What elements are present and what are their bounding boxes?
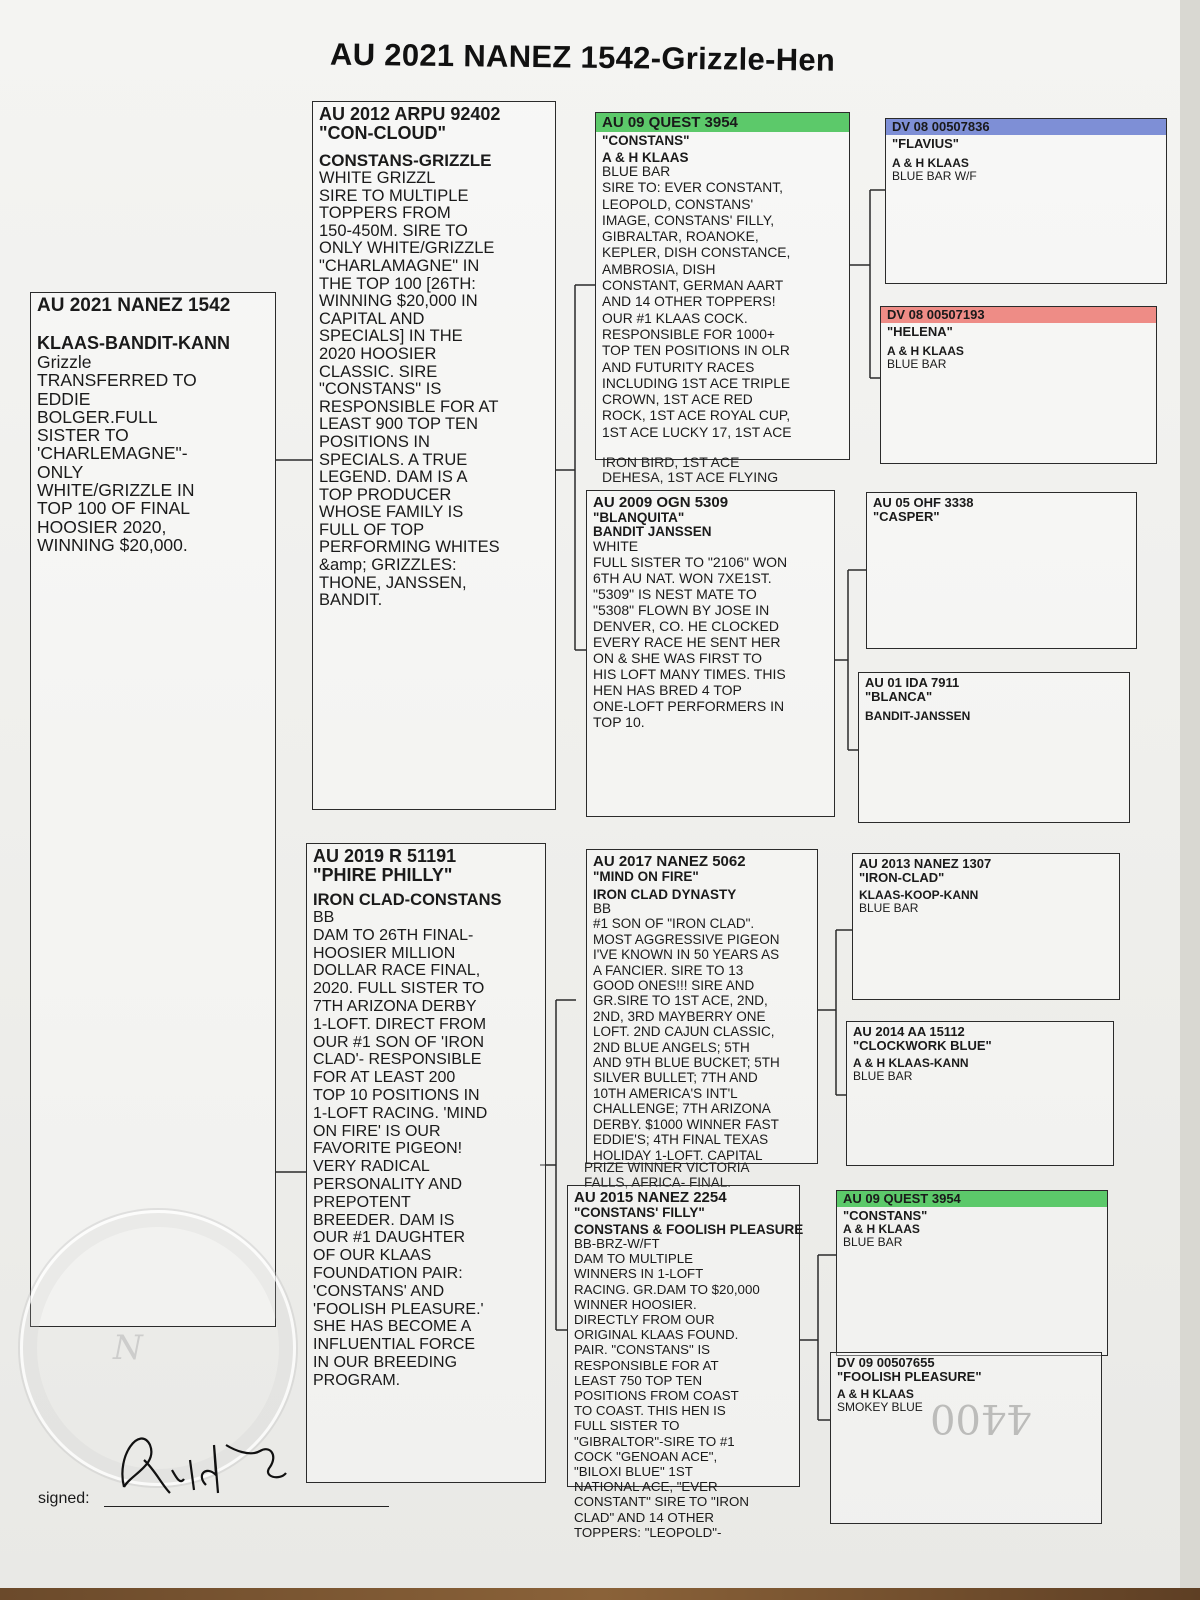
ggp-band-header: DV 08 00507193 [881, 307, 1156, 323]
signed-label: signed: [38, 1490, 90, 1507]
note-line: RESPONSIBLE FOR AT [319, 397, 499, 416]
note-line: WHITE GRIZZL [319, 169, 436, 187]
dam-sire-notes [593, 901, 811, 1163]
ggp-color: BLUE BAR [853, 1069, 913, 1083]
note-line: ORIGINAL KLAAS FOUND. [574, 1327, 739, 1343]
note-line: WHOSE FAMILY IS [319, 503, 464, 522]
sire-dam-nickname: "BLANQUITA" [593, 510, 685, 525]
note-line: "5308" FLOWN BY JOSE IN [593, 602, 770, 618]
sire-sire-overflow-text: IRON BIRD, 1ST ACE DEHESA, 1ST ACE FLYING [602, 454, 779, 485]
note-line: LEGEND. DAM IS A [319, 468, 468, 487]
sire-sire-notes [602, 164, 843, 441]
note-line: PERSONALITY AND [313, 1175, 463, 1193]
ggp-name: A & H KLAAS [843, 1222, 920, 1236]
seal-lettering: N [113, 1328, 186, 1368]
note-line: ONE-LOFT PERFORMERS IN [593, 698, 785, 714]
note-line: 150-450M. SIRE TO [319, 221, 468, 240]
note-line: POSITIONS FROM COAST [574, 1388, 739, 1404]
note-line: FULL OF TOP [319, 520, 425, 539]
sire-dam-box [586, 490, 835, 817]
ggp-nickname: "BLANCA" [865, 689, 933, 704]
note-line: 2ND, 3RD MAYBERRY ONE [593, 1008, 766, 1024]
dam-notes [313, 909, 539, 1390]
subject-box [30, 292, 276, 1327]
note-line: DERBY. $1000 WINNER FAST [593, 1116, 779, 1132]
dam-dam-band-header: AU 2015 NANEZ 2254 [574, 1189, 727, 1206]
note-line: KEPLER, DISH CONSTANCE, [602, 245, 791, 261]
ggp-name: BANDIT-JANSSEN [865, 709, 971, 723]
note-line: PERFORMING WHITES [319, 538, 500, 557]
note-line: CROWN, 1ST ACE RED [602, 392, 753, 408]
note-line: LEAST 900 TOP TEN [319, 415, 478, 434]
sire-sire-nickname: "CONSTANS" [602, 133, 690, 148]
ggp-nickname: "FOOLISH PLEASURE" [837, 1369, 982, 1384]
ggp-name: KLAAS-KOOP-KANN [859, 888, 979, 902]
note-line: BB-BRZ-W/FT [574, 1236, 660, 1251]
note-line: WINNING $20,000 IN [319, 292, 478, 311]
ggp-color: BLUE BAR W/F [892, 169, 977, 183]
sire-dam-band-header: AU 2009 OGN 5309 [593, 494, 729, 511]
ggp-box-6 [846, 1021, 1114, 1166]
note-line: I'VE KNOWN IN 50 YEARS AS [593, 947, 780, 963]
dam-dam-notes [574, 1236, 793, 1540]
note-line: FAVORITE PIGEON! [313, 1140, 463, 1158]
dam-nickname: "PHIRE PHILLY" [313, 865, 453, 885]
ggp-band-header: AU 05 OHF 3338 [873, 495, 974, 510]
note-line: "CHARLAMAGNE" IN [319, 256, 480, 275]
ggp-name: A & H KLAAS [892, 156, 969, 170]
note-line: 2020. FULL SISTER TO [313, 980, 485, 998]
subject-color: Grizzle [37, 352, 92, 372]
ggp-nickname: "IRON-CLAD" [859, 870, 945, 885]
ggp-band-header: AU 09 QUEST 3954 [837, 1191, 1107, 1207]
ggp-name: A & H KLAAS-KANN [853, 1056, 969, 1070]
note-line: WINNERS IN 1-LOFT [574, 1266, 704, 1282]
sire-notes [319, 170, 549, 610]
sire-band-header: AU 2012 ARPU 92402 [319, 104, 501, 124]
note-line: RESPONSIBLE FOR AT [574, 1357, 719, 1373]
note-line: #1 SON OF "IRON CLAD". [593, 916, 755, 932]
subject-notes [37, 371, 269, 554]
note-line: 1ST ACE LUCKY 17, 1ST ACE [602, 424, 792, 440]
ggp-box-3 [866, 492, 1137, 649]
note-line: CHALLENGE; 7TH ARIZONA [593, 1101, 771, 1117]
note-line: OUR #1 SON OF 'IRON [313, 1033, 485, 1051]
note-line: DOLLAR RACE FINAL, [313, 962, 481, 980]
handwritten-signature [110, 1415, 310, 1515]
sire-dam-notes [593, 538, 828, 730]
dam-dam-box [567, 1185, 804, 1540]
note-line: 'CONSTANS' AND [313, 1282, 445, 1300]
note-line: TOP TEN POSITIONS IN OLR [602, 343, 790, 359]
note-line: INFLUENTIAL FORCE [313, 1336, 476, 1354]
note-line: TOPPERS FROM [319, 204, 451, 223]
dam-sire-box [586, 849, 818, 1164]
ggp-color: BLUE BAR [843, 1235, 903, 1249]
page-title: AU 2021 NANEZ 1542-Grizzle-Hen [329, 36, 836, 78]
note-line: "5309" IS NEST MATE TO [593, 586, 757, 602]
note-line: GR.SIRE TO 1ST ACE, 2ND, [593, 993, 768, 1009]
note-line: ON & SHE WAS FIRST TO [593, 650, 763, 666]
note-line: CLASSIC. SIRE [319, 362, 438, 381]
note-line: BB [313, 909, 335, 926]
note-line: WINNER HOOSIER. [574, 1296, 697, 1312]
ggp-box-7 [836, 1190, 1108, 1356]
note-line: "CONSTANS" IS [319, 380, 442, 399]
ggp-nickname: "FLAVIUS" [892, 136, 959, 151]
note-line: BANDIT. [319, 591, 383, 610]
note-line: OF OUR KLAAS [313, 1247, 432, 1265]
note-line: RESPONSIBLE FOR 1000+ [602, 326, 775, 342]
dam-sire-nickname: "MIND ON FIRE" [593, 869, 699, 884]
note-line: MOST AGGRESSIVE PIGEON [593, 931, 780, 947]
note-line: TOP 10. [593, 714, 645, 730]
note-line: CONSTANT" SIRE TO "IRON [574, 1494, 749, 1510]
dam-dam-name: CONSTANS & FOOLISH PLEASURE [574, 1222, 804, 1237]
note-line: NATIONAL ACE, "EVER [574, 1479, 718, 1495]
note-line: A FANCIER. SIRE TO 13 [593, 962, 744, 978]
note-line: 'FOOLISH PLEASURE.' [313, 1300, 484, 1318]
sire-name: CONSTANS-GRIZZLE [319, 151, 492, 170]
ggp-box-2 [880, 306, 1157, 464]
dam-sire-name: IRON CLAD DYNASTY [593, 887, 737, 902]
note-line: LEOPOLD, CONSTANS' [602, 196, 754, 212]
note-line: SILVER BULLET; 7TH AND [593, 1070, 758, 1086]
note-line: FOR AT LEAST 200 [313, 1069, 456, 1087]
note-line: FULL SISTER TO "2106" WON [593, 554, 788, 570]
note-line: 6TH AU NAT. WON 7XE1ST. [593, 570, 772, 586]
note-line: TOP 100 OF FINAL [37, 498, 191, 519]
sire-sire-band-header: AU 09 QUEST 3954 [596, 113, 849, 132]
note-line: 1-LOFT. DIRECT FROM [313, 1015, 487, 1033]
note-line: TOP 10 POSITIONS IN [313, 1086, 480, 1104]
ggp-band-header: AU 01 IDA 7911 [865, 675, 960, 690]
note-line: AMBROSIA, DISH [602, 261, 716, 277]
note-line: AND FUTURITY RACES [602, 359, 755, 375]
note-line: DAM TO MULTIPLE [574, 1251, 693, 1267]
note-line: &amp; GRIZZLES: [319, 556, 457, 575]
dam-dam-nickname: "CONSTANS' FILLY" [574, 1205, 705, 1220]
note-line: EDDIE [37, 388, 91, 409]
ggp-color: BLUE BAR [887, 357, 947, 371]
note-line: PREPOTENT [313, 1193, 411, 1211]
note-line: CLAD" AND 14 OTHER [574, 1509, 714, 1525]
note-line: DAM TO 26TH FINAL- [313, 926, 474, 944]
ggp-box-4 [858, 672, 1130, 823]
ggp-band-header: DV 08 00507836 [886, 119, 1166, 135]
sire-dam-name: BANDIT JANSSEN [593, 524, 712, 539]
dam-name: IRON CLAD-CONSTANS [313, 891, 502, 909]
note-line: AND 14 OTHER TOPPERS! [602, 294, 776, 310]
note-line: WHITE [593, 538, 639, 554]
sire-sire-name: A & H KLAAS [602, 150, 689, 165]
note-line: HOOSIER MILLION [313, 944, 456, 962]
note-line: TO COAST. THIS HEN IS [574, 1403, 726, 1419]
note-line: DENVER, CO. HE CLOCKED [593, 618, 779, 634]
note-line: "BILOXI BLUE" 1ST [574, 1464, 693, 1480]
sire-sire-box [595, 112, 850, 460]
ggp-name: A & H KLAAS [887, 344, 964, 358]
ggp-nickname: "HELENA" [887, 324, 953, 339]
note-line: DIRECTLY FROM OUR [574, 1312, 715, 1328]
note-line: FOUNDATION PAIR: [313, 1264, 463, 1282]
note-line: TOP PRODUCER [319, 485, 452, 504]
note-line: GOOD ONES!!! SIRE AND [593, 978, 755, 994]
note-line: SIRE TO MULTIPLE [319, 186, 469, 205]
note-line: LOFT. 2ND CAJUN CLASSIC, [593, 1024, 775, 1040]
note-line: EDDIE'S; 4TH FINAL TEXAS [593, 1132, 769, 1148]
note-line: SIRE TO: EVER CONSTANT, [602, 180, 783, 196]
note-line: BOLGER.FULL [37, 406, 158, 427]
note-line: "GIBRALTOR"-SIRE TO #1 [574, 1433, 735, 1449]
note-line: HOLIDAY 1-LOFT. CAPITAL [593, 1147, 763, 1163]
pencil-scribble: 4400 [930, 1395, 1032, 1441]
note-line: SPECIALS. A TRUE [319, 450, 468, 469]
note-line: HEN HAS BRED 4 TOP [593, 682, 742, 698]
note-line: SHE HAS BECOME A [313, 1318, 472, 1336]
ggp-color: BLUE BAR [859, 901, 919, 915]
ggp-band-header: AU 2014 AA 15112 [853, 1024, 965, 1039]
note-line: IMAGE, CONSTANS' FILLY, [602, 212, 775, 228]
note-line: SISTER TO [37, 425, 129, 446]
note-line: RACING. GR.DAM TO $20,000 [574, 1281, 760, 1297]
note-line: ONLY WHITE/GRIZZLE [319, 239, 495, 258]
note-line: THONE, JANSSEN, [319, 573, 467, 592]
note-line: OUR #1 KLAAS COCK. [602, 310, 748, 326]
subject-name: KLAAS-BANDIT-KANN [37, 333, 230, 353]
dam-sire-band-header: AU 2017 NANEZ 5062 [593, 853, 746, 870]
note-line: EVERY RACE HE SENT HER [593, 634, 781, 650]
note-line: HIS LOFT MANY TIMES. THIS [593, 666, 786, 682]
ggp-box-5 [852, 853, 1120, 1000]
note-line: ON FIRE' IS OUR [313, 1122, 441, 1140]
ggp-nickname: "CONSTANS" [843, 1208, 928, 1223]
note-line: ONLY [37, 461, 84, 482]
note-line: CLAD'- RESPONSIBLE [313, 1051, 482, 1069]
note-line: OUR #1 DAUGHTER [313, 1229, 466, 1247]
note-line: 'CHARLEMAGNE"- [37, 443, 188, 464]
note-line: BB [593, 901, 612, 916]
ggp-box-1 [885, 118, 1167, 284]
note-line: PROGRAM. [313, 1371, 401, 1389]
note-line: POSITIONS IN [319, 432, 430, 451]
note-line: SPECIALS] IN THE [319, 327, 463, 346]
dam-sire-overflow-text: PRIZE WINNER VICTORIA FALLS, AFRICA- FINAL. [584, 1160, 750, 1190]
note-line: PAIR. "CONSTANS" IS [574, 1342, 711, 1358]
note-line: BLUE BAR [602, 164, 671, 179]
note-line: COCK "GENOAN ACE", [574, 1448, 718, 1464]
note-line: TRANSFERRED TO [37, 370, 197, 391]
note-line: CAPITAL AND [319, 309, 425, 328]
note-line: WHITE/GRIZZLE IN [37, 480, 195, 501]
note-line: THE TOP 100 [26TH: [319, 274, 476, 293]
ggp-name: A & H KLAAS [837, 1387, 914, 1401]
note-line: 2ND BLUE ANGELS; 5TH [593, 1039, 750, 1055]
note-line: GIBRALTAR, ROANOKE, [602, 229, 759, 245]
note-line: 7TH ARIZONA DERBY [313, 997, 477, 1015]
subject-band-header: AU 2021 NANEZ 1542 [37, 295, 231, 316]
sire-box [312, 101, 556, 810]
note-line: BREEDER. DAM IS [313, 1211, 455, 1229]
note-line: AND 9TH BLUE BUCKET; 5TH [593, 1055, 780, 1071]
note-line: 10TH AMERICA'S INT'L [593, 1085, 738, 1101]
ggp-nickname: "CLOCKWORK BLUE" [853, 1038, 992, 1053]
note-line: TOPPERS: "LEOPOLD"- [574, 1524, 722, 1540]
note-line: WINNING $20,000. [37, 534, 188, 555]
note-line: VERY RADICAL [313, 1158, 430, 1176]
note-line: IN OUR BREEDING [313, 1353, 458, 1371]
note-line: HOOSIER 2020, [37, 516, 167, 537]
note-line: INCLUDING 1ST ACE TRIPLE [602, 375, 791, 391]
ggp-nickname: "CASPER" [873, 509, 940, 524]
ggp-color: SMOKEY BLUE [837, 1400, 923, 1414]
note-line: CONSTANT, GERMAN AART [602, 278, 784, 294]
sire-nickname: "CON-CLOUD" [319, 123, 447, 143]
note-line: FULL SISTER TO [574, 1418, 680, 1434]
dam-band-header: AU 2019 R 51191 [313, 846, 457, 866]
dam-box [306, 843, 546, 1483]
note-line: 2020 HOOSIER [319, 344, 437, 363]
note-line: 1-LOFT RACING. 'MIND [313, 1104, 488, 1122]
ggp-band-header: AU 2013 NANEZ 1307 [859, 856, 992, 871]
note-line: ROCK, 1ST ACE ROYAL CUP, [602, 408, 791, 424]
note-line: LEAST 750 TOP TEN [574, 1372, 703, 1388]
ggp-band-header: DV 09 00507655 [837, 1355, 935, 1370]
